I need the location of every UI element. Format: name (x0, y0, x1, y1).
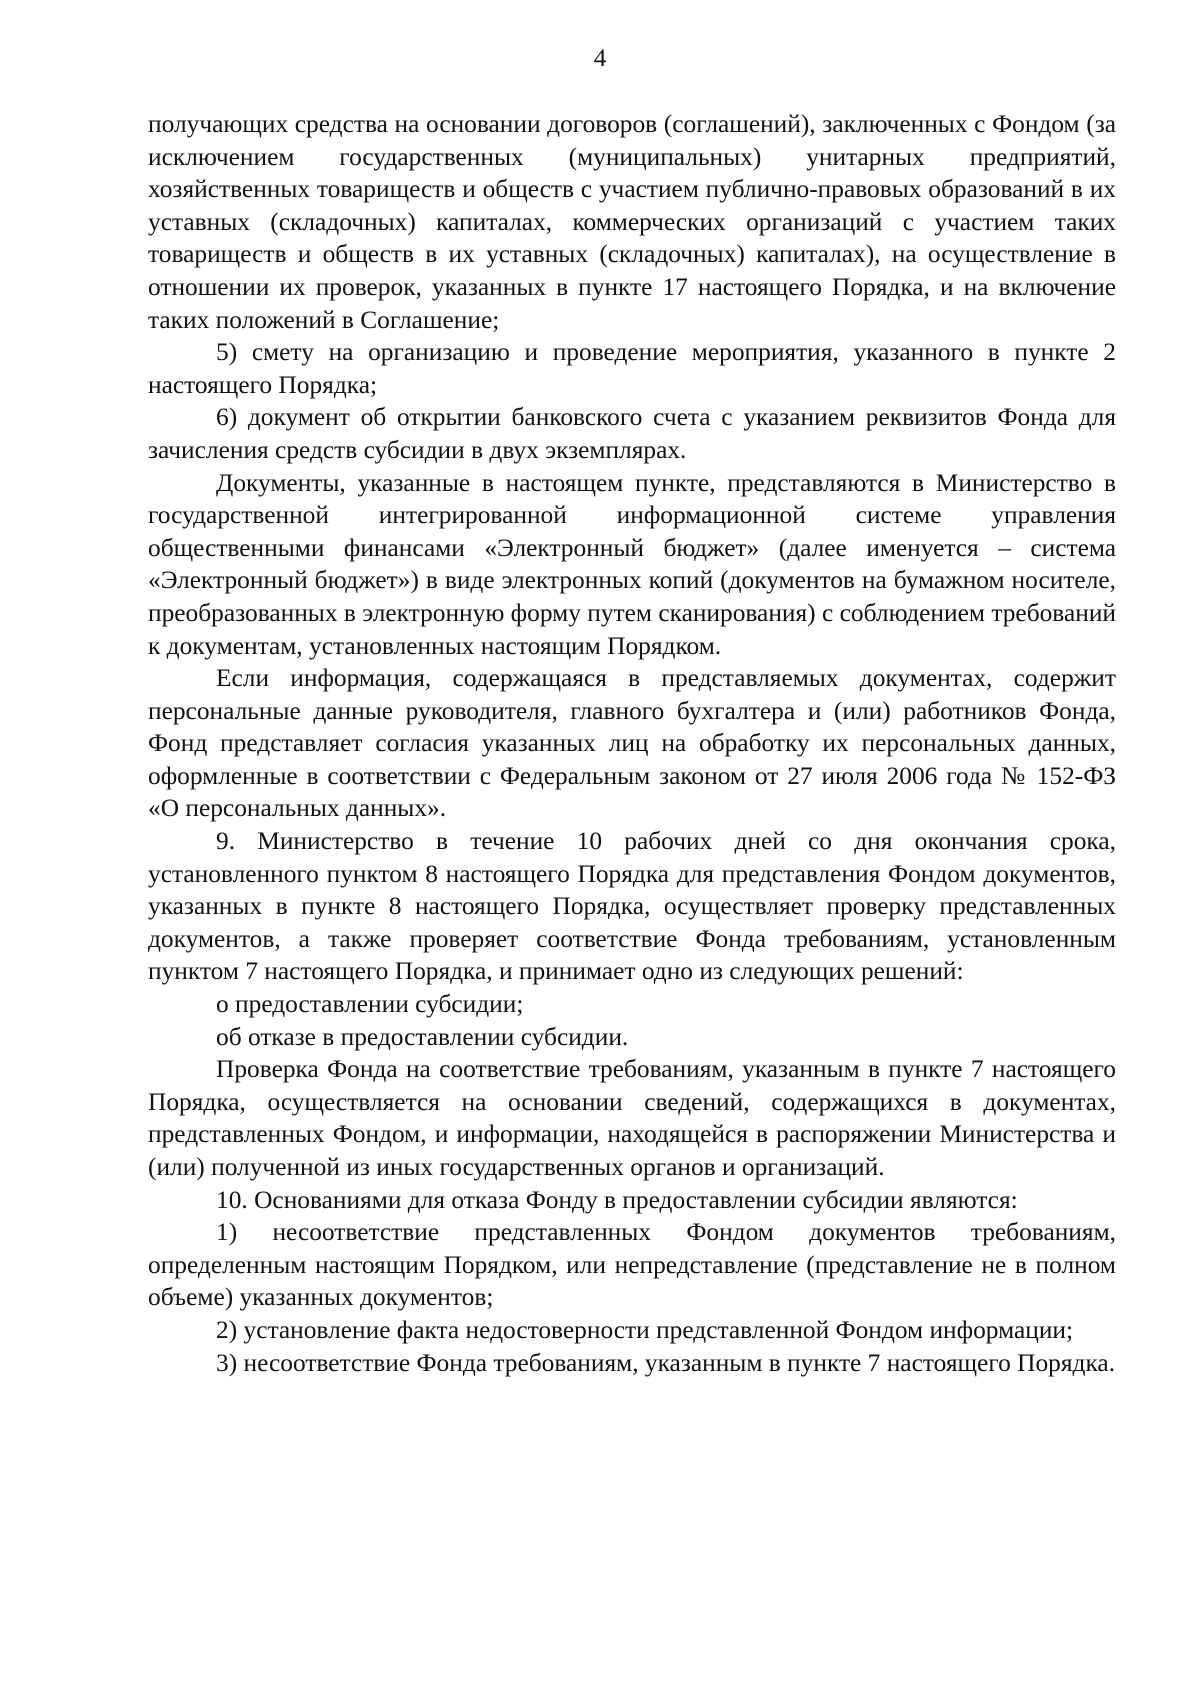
paragraph: 5) смету на организацию и проведение мероприятия, указанного в пункте 2 настоящего Порядка; (148, 338, 1116, 399)
paragraph: о предоставлении субсидии; (216, 990, 524, 1019)
paragraph: Документы, указанные в настоящем пункте, представляются в Министерство в государственной интегрированной информационной системе управления общественными финансами «Электронный бюджет» (далее именуется – система «Электронный бюджет») в виде электронных копий (документов на бумажном носителе, преобразованных в электронную форму путем сканирования) с соблюдением требований к документам, установленных настоящим Порядком. (148, 468, 1116, 660)
paragraph: Проверка Фонда на соответствие требованиям, указанным в пункте 7 настоящего Порядка, осуществляется на основании сведений, содержащихся в документах, представленных Фондом, и информации, находящейся в распоряжении Министерства и (или) полученной из иных государственных органов и организаций. (148, 1055, 1116, 1181)
paragraph: 2) установление факта недостоверности представленной Фондом информации; (216, 1315, 1074, 1344)
paragraph: получающих средства на основании договоров (соглашений), заключенных с Фондом (за исключением государственных (муниципальных) унитарных предприятий, хозяйственных товариществ и обществ с участием публично-правовых образований в их уставных (складочных) капиталах, коммерческих организаций с участием таких товариществ и обществ в их уставных (складочных) капиталах), на осуществление в отношении их проверок, указанных в пункте 17 настоящего Порядка, и на включение таких положений в Соглашение; (148, 110, 1116, 334)
paragraph: 10. Основаниями для отказа Фонду в предоставлении субсидии являются: (216, 1185, 1018, 1214)
paragraph: 3) несоответствие Фонда требованиям, указанным в пункте 7 настоящего Порядка. (216, 1348, 1116, 1377)
paragraph: Если информация, содержащаяся в представляемых документах, содержит персональные данные руководителя, главного бухгалтера и (или) работников Фонда, Фонд представляет согласия указанных лиц на обработку их персональных данных, оформленные в соответствии с Федеральным законом от 27 июля 2006 года № 152-ФЗ «О персональных данных». (148, 664, 1116, 823)
document-body (148, 108, 1116, 1379)
page-number: 4 (593, 45, 607, 72)
paragraph: об отказе в предоставлении субсидии. (216, 1022, 629, 1051)
paragraph: 6) документ об открытии банковского счета с указанием реквизитов Фонда для зачисления средств субсидии в двух экземплярах. (148, 403, 1116, 464)
paragraph: 9. Министерство в течение 10 рабочих дней со дня окончания срока, установленного пунктом 8 настоящего Порядка для представления Фондом документов, указанных в пункте 8 настоящего Порядка, осуществляет проверку представленных документов, а также проверяет соответствие Фонда требованиям, установленным пунктом 7 настоящего Порядка, и принимает одно из следующих решений: (148, 827, 1116, 986)
paragraph: 1) несоответствие представленных Фондом документов требованиям, определенным настоящим Порядком, или непредставление (представление не в полном объеме) указанных документов; (148, 1218, 1116, 1312)
